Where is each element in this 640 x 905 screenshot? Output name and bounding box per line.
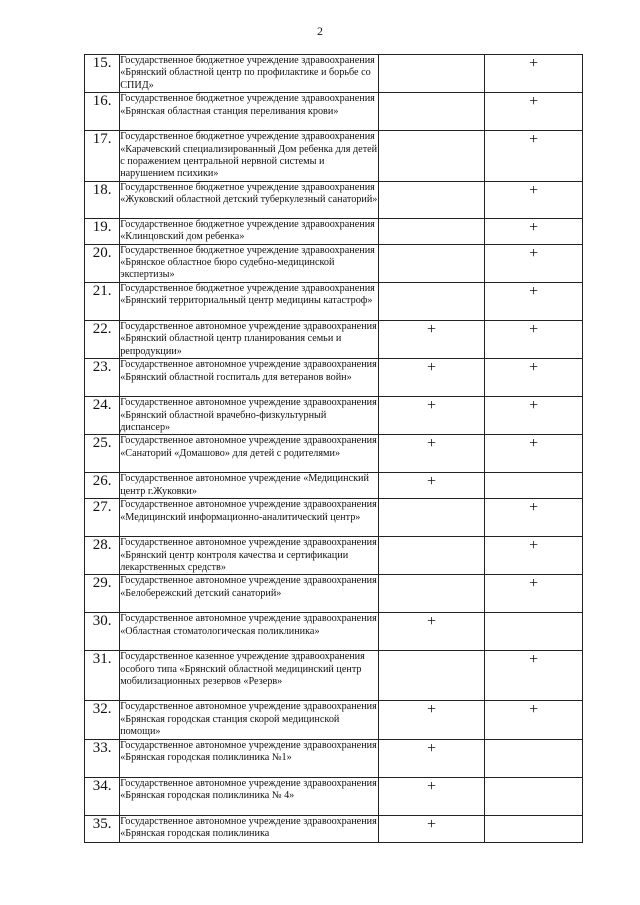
mark-column-1 [378, 131, 485, 182]
mark-column-2: + [485, 244, 583, 282]
institution-name: Государственное автономное учреждение здравоохранения «Брянский областной центр планирования семьи и репродукции» [120, 320, 377, 357]
row-number: 17. [85, 131, 120, 182]
table-row [85, 739, 583, 777]
mark-column-2 [485, 739, 583, 777]
institution-name: Государственное автономное учреждение здравоохранения «Санаторий «Домашово» для детей с родителями» [120, 435, 379, 473]
institution-name: Государственное автономное учреждение здравоохранения «Брянский областной врачебно-физкультурный диспансер» [120, 397, 377, 433]
mark-column-2 [485, 613, 583, 651]
row-number: 29. [85, 575, 120, 613]
table-row [85, 777, 583, 815]
mark-column-1 [378, 244, 485, 282]
mark-column-2: + [485, 359, 583, 397]
mark-column-2: + [485, 131, 583, 182]
mark-column-2: + [485, 575, 583, 613]
mark-column-1: + [378, 613, 485, 651]
row-number: 19. [85, 218, 120, 244]
mark-column-2 [485, 473, 583, 499]
table-row [85, 359, 583, 397]
row-number: 23. [85, 359, 120, 397]
mark-column-1: + [378, 701, 485, 739]
row-number: 24. [85, 397, 120, 435]
mark-column-1: + [378, 815, 485, 842]
mark-column-2: + [485, 282, 583, 320]
mark-column-2: + [485, 93, 583, 131]
table-row [85, 320, 583, 358]
table-row [85, 473, 583, 499]
institution-name: Государственное автономное учреждение здравоохранения «Брянский центр контроля качества и сертификации лекарственных средств» [120, 537, 377, 573]
mark-column-1: + [378, 435, 485, 473]
institution-name: Государственное бюджетное учреждение здравоохранения «Клинцовский дом ребенка» [120, 218, 379, 244]
mark-column-1: + [378, 397, 485, 435]
institution-name: Государственное бюджетное учреждение здравоохранения «Брянский областной центр по профилактике и борьбе со СПИД» [120, 55, 379, 93]
table-row [85, 575, 583, 613]
institution-name: Государственное автономное учреждение здравоохранения «Белобережский детский санаторий» [120, 575, 379, 613]
mark-column-2: + [485, 701, 583, 739]
table-row [85, 181, 583, 218]
mark-column-1 [378, 537, 485, 575]
table-row [85, 815, 583, 842]
institution-name: Государственное автономное учреждение здравоохранения «Брянский областной госпиталь для ветеранов войн» [120, 359, 379, 397]
row-number: 30. [85, 613, 120, 651]
mark-column-2 [485, 777, 583, 815]
institution-name: Государственное бюджетное учреждение здравоохранения «Жуковский областной детский туберкулезный санаторий» [120, 181, 379, 218]
mark-column-2: + [485, 435, 583, 473]
mark-column-2: + [485, 55, 583, 93]
mark-column-2: + [485, 537, 583, 575]
row-number: 18. [85, 181, 120, 218]
institution-name: Государственное автономное учреждение здравоохранения «Областная стоматологическая поликлиника» [120, 613, 379, 651]
row-number: 33. [85, 739, 120, 777]
row-number: 15. [85, 55, 120, 93]
row-number: 28. [85, 537, 120, 575]
institution-name: Государственное бюджетное учреждение здравоохранения «Брянская областная станция переливания крови» [120, 93, 379, 131]
table-row [85, 218, 583, 244]
table-row [85, 701, 583, 739]
institution-name: Государственное бюджетное учреждение здравоохранения «Брянское областное бюро судебно-медицинской экспертизы» [120, 244, 379, 282]
table-row [85, 55, 583, 93]
institution-name: Государственное бюджетное учреждение здравоохранения «Брянский территориальный центр медицины катастроф» [120, 282, 379, 320]
mark-column-1: + [378, 473, 485, 499]
mark-column-2 [485, 815, 583, 842]
table-row [85, 651, 583, 701]
table-body [85, 55, 583, 843]
row-number: 31. [85, 651, 120, 701]
row-number: 25. [85, 435, 120, 473]
institution-name: Государственное автономное учреждение здравоохранения «Брянская городская станция скорой медицинской помощи» [120, 701, 377, 738]
page-number: 2 [317, 24, 323, 38]
mark-column-1: + [378, 359, 485, 397]
table-row [85, 435, 583, 473]
table-row [85, 499, 583, 537]
row-number: 34. [85, 777, 120, 815]
mark-column-1 [378, 575, 485, 613]
institution-name: Государственное автономное учреждение здравоохранения «Медицинский информационно-аналитический центр» [120, 499, 379, 537]
mark-column-1: + [378, 320, 485, 358]
table-row [85, 244, 583, 282]
mark-column-2: + [485, 181, 583, 218]
row-number: 20. [85, 244, 120, 282]
institution-name: Государственное автономное учреждение здравоохранения «Брянская городская поликлиника [120, 815, 379, 842]
mark-column-2: + [485, 218, 583, 244]
mark-column-1 [378, 93, 485, 131]
institutions-table [84, 54, 583, 843]
row-number: 16. [85, 93, 120, 131]
institution-name: Государственное автономное учреждение «Медицинский центр г.Жуковки» [120, 473, 379, 499]
table-row [85, 613, 583, 651]
institution-name: Государственное бюджетное учреждение здравоохранения «Карачевский специализированный Дом ребенка для детей с поражением центральной нервной системы и нарушением психики» [120, 131, 378, 180]
row-number: 26. [85, 473, 120, 499]
institution-name: Государственное казенное учреждение здравоохранения особого типа «Брянский областной медицинский центр мобилизационных резервов «Резерв» [120, 651, 379, 701]
table-row [85, 131, 583, 182]
mark-column-2: + [485, 651, 583, 701]
row-number: 22. [85, 320, 120, 358]
mark-column-1 [378, 218, 485, 244]
table-row [85, 397, 583, 435]
table-row [85, 93, 583, 131]
mark-column-2: + [485, 397, 583, 435]
row-number: 35. [85, 815, 120, 842]
institution-name: Государственное автономное учреждение здравоохранения «Брянская городская поликлиника № 4» [120, 777, 379, 815]
mark-column-1 [378, 55, 485, 93]
mark-column-1 [378, 181, 485, 218]
table-row [85, 537, 583, 575]
mark-column-1 [378, 282, 485, 320]
row-number: 32. [85, 701, 120, 739]
row-number: 27. [85, 499, 120, 537]
mark-column-1 [378, 651, 485, 701]
mark-column-2: + [485, 499, 583, 537]
mark-column-1: + [378, 777, 485, 815]
mark-column-1: + [378, 739, 485, 777]
mark-column-1 [378, 499, 485, 537]
institution-name: Государственное автономное учреждение здравоохранения «Брянская городская поликлиника №1» [120, 739, 379, 777]
table-row [85, 282, 583, 320]
mark-column-2: + [485, 320, 583, 358]
row-number: 21. [85, 282, 120, 320]
